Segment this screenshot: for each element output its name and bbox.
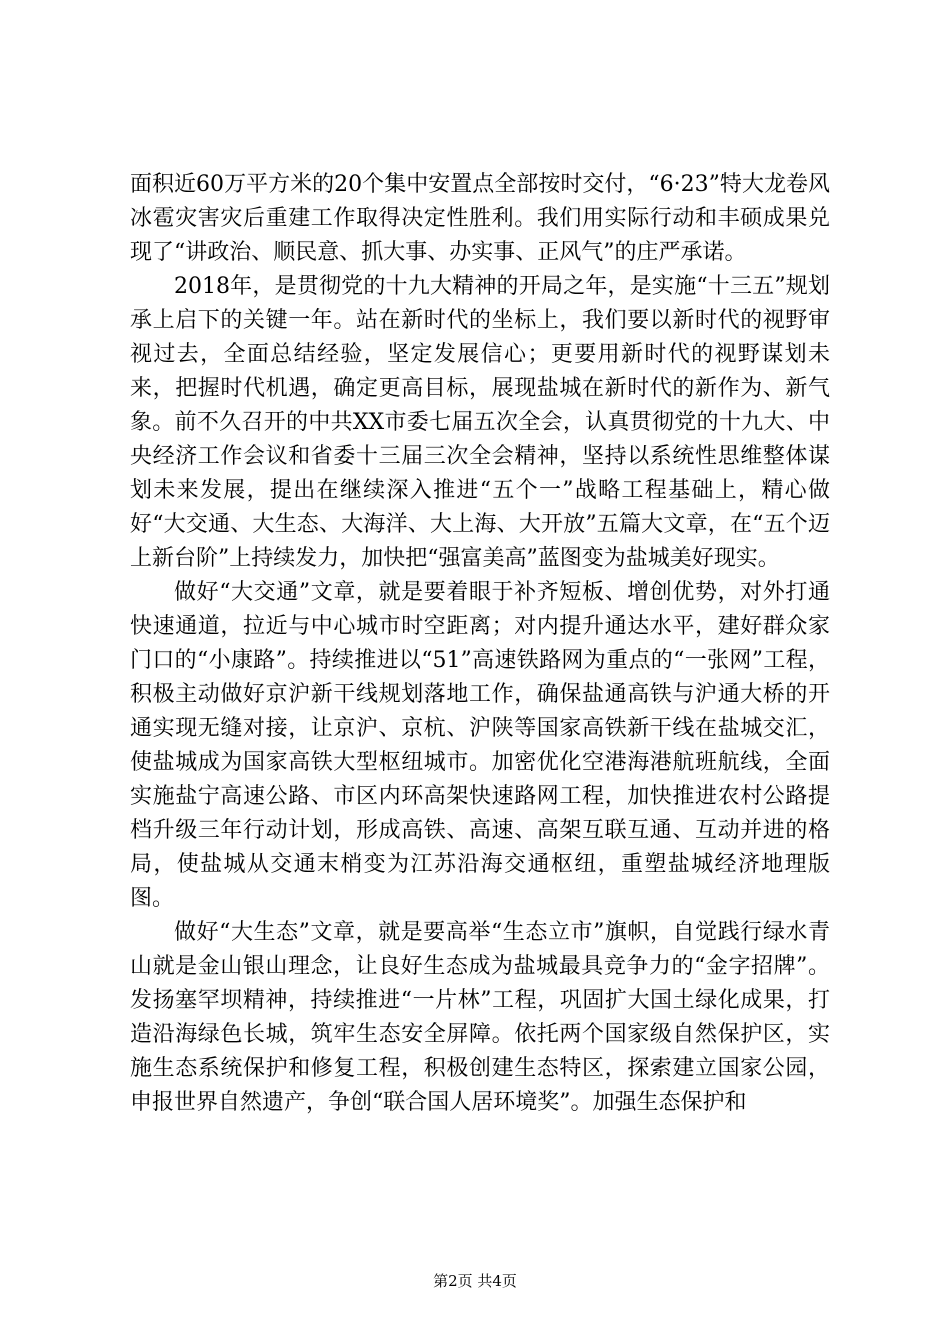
page-total: 共4页	[477, 1272, 517, 1290]
paragraph-2: 2018年，是贯彻党的十九大精神的开局之年，是实施“十三五”规划承上启下的关键一年。站在新时代的坐标上，我们要以新时代的视野审视过去，全面总结经验，坚定发展信心；更要用新时代的视野谋划未来，把握时代机遇，确定更高目标，展现盐城在新时代的新作为、新气象。前不久召开的中共XX市委七届五次全会，认真贯彻党的十九大、中央经济工作会议和省委十三届三次全会精神，坚持以系统性思维整体谋划未来发展，提出在继续深入推进“五个一”战略工程基础上，精心做好“大交通、大生态、大海洋、大上海、大开放”五篇大文章，在“五个迈上新台阶”上持续发力，加快把“强富美高”蓝图变为盐城美好现实。	[130, 274, 831, 571]
paragraph-1: 面积近60万平方米的20个集中安置点全部按时交付，“6·23”特大龙卷风冰雹灾害灾后重建工作取得决定性胜利。我们用实际行动和丰硕成果兑现了“讲政治、顺民意、抓大事、办实事、正风气”的庄严承诺。	[130, 172, 831, 265]
document-body	[130, 168, 830, 1120]
paragraph-3: 做好“大交通”文章，就是要着眼于补齐短板、增创优势，对外打通快速通道，拉近与中心城市时空距离；对内提升通达水平，建好群众家门口的“小康路”。持续推进以“51”高速铁路网为重点的“一张网”工程，积极主动做好京沪新干线规划落地工作，确保盐通高铁与沪通大桥的开通实现无缝对接，让京沪、京杭、沪陕等国家高铁新干线在盐城交汇，使盐城成为国家高铁大型枢纽城市。加密优化空港海港航班航线，全面实施盐宁高速公路、市区内环高架快速路网工程，加快推进农村公路提档升级三年行动计划，形成高铁、高速、高架互联互通、互动并进的格局，使盐城从交通末梢变为江苏沿海交通枢纽，重塑盐城经济地理版图。	[130, 580, 830, 911]
page-number: 第2页	[433, 1272, 473, 1290]
paragraph-4: 做好“大生态”文章，就是要高举“生态立市”旗帜，自觉践行绿水青山就是金山银山理念，让良好生态成为盐城最具竞争力的“金字招牌”。发扬塞罕坝精神，持续推进“一片林”工程，巩固扩大国土绿化成果，打造沿海绿色长城，筑牢生态安全屏障。依托两个国家级自然保护区，实施生态系统保护和修复工程，积极创建生态特区，探索建立国家公园，申报世界自然遗产，争创“联合国人居环境奖”。加强生态保护和	[130, 920, 830, 1115]
page-footer	[0, 1271, 950, 1291]
